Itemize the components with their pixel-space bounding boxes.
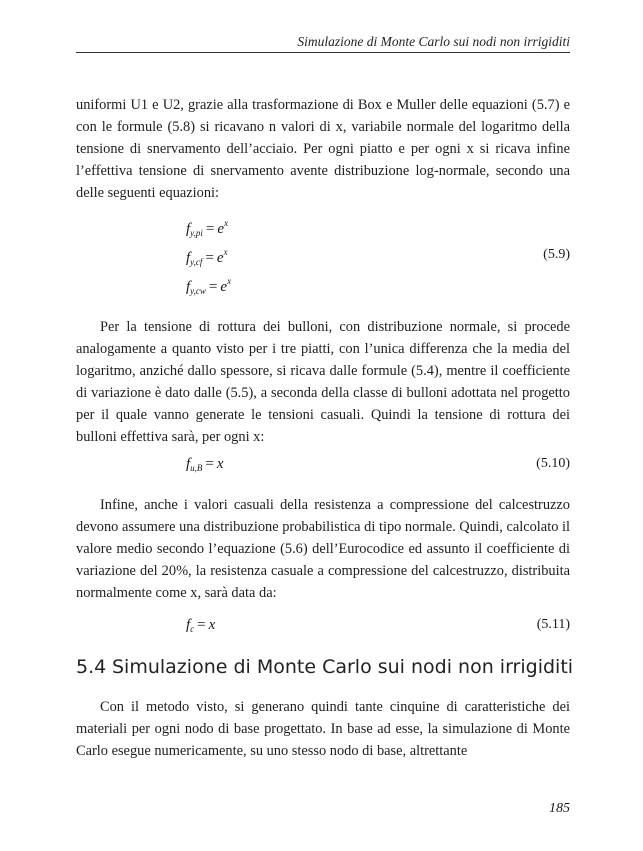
paragraph-3: Infine, anche i valori casuali della resistenza a compressione del calcestruzzo devono assumere una distribuzione probabilistica di tipo normale. Quindi, calcolato il valore medio secondo l’equazione (5.6) dell’Eurocodice ed assunto il coefficiente di variazione del 20%, la resistenza casuale a compressione del calcestruzzo, distribuita normalmente come x, sarà data da: [76,497,570,601]
equation-fy-cw: $f_{y,cw} = e^x$ [186,276,232,296]
equation-number-5-9: (5.9) [543,247,570,262]
header-rule [76,52,570,53]
equation-number-5-10: (5.10) [536,456,570,471]
paragraph-1: uniformi U1 e U2, grazie alla trasformazione di Box e Muller delle equazioni (5.7) e con le formule (5.8) si ricavano n valori di x, variabile normale del logaritmo della tensione di snervamento dell’acciaio. Per ogni piatto e per ogni x si ricava infine l’effettiva tensione di snervamento avente distribuzione log-normale, secondo una delle seguenti equazioni: [76,97,570,201]
section-title-text: Simulazione di Monte Carlo sui nodi non irrigiditi [112,656,574,678]
equation-fy-pi: $f_{y,pi} = e^x$ [186,218,229,238]
equation-fc: $f_c = x$ (5.11) [186,617,570,634]
equation-fy-cf: $f_{y,cf} = e^x$ (5.9) [186,247,570,267]
running-header: Simulazione di Monte Carlo sui nodi non irrigiditi [297,34,570,49]
paragraph-2: Per la tensione di rottura dei bulloni, con distribuzione normale, si procede analogamente a quanto visto per i tre piatti, con l’unica differenza che la media del logaritmo, anziché dallo spessore, si ricava dalle formule (5.4), mentre il coefficiente di variazione è dato dalle (5.5), a seconda della classe di bulloni adottata nel progetto per il quale vanno generate le tensioni casuali. Quindi la tensione di rottura dei bulloni effettiva sarà, per ogni x: [76,319,570,445]
paragraph-4: Con il metodo visto, si generano quindi tante cinquine di caratteristiche dei materiali per ogni nodo di base progettato. In base ad esse, la simulazione di Monte Carlo esegue numericamente, su uno stesso nodo di base, altrettante [76,699,570,759]
equation-number-5-11: (5.11) [536,617,570,632]
section-number: 5.4 [76,656,107,678]
section-heading [76,656,576,678]
page-number: 185 [549,801,570,816]
equation-fu-b: $f_{u,B} = x$ (5.10) [186,456,570,473]
